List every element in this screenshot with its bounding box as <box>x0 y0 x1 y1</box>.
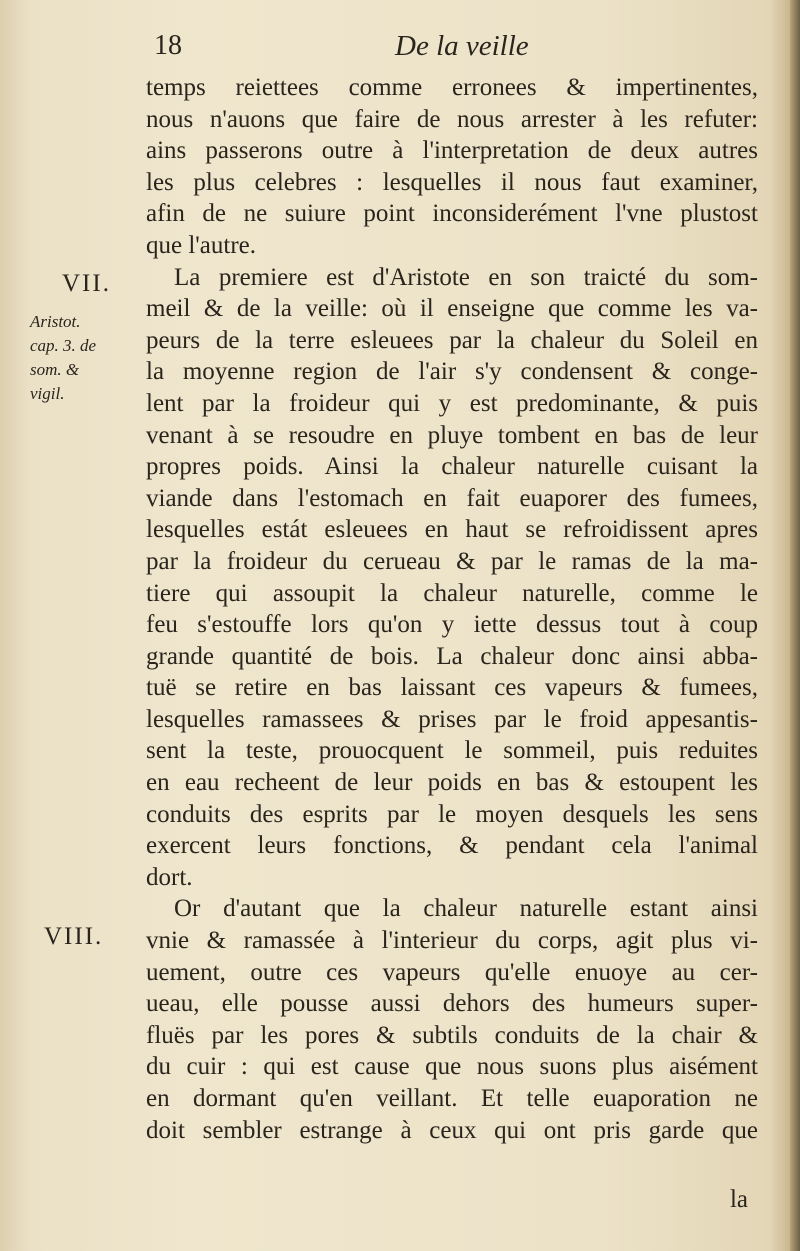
text-line: lent par la froideur qui y est predominante, & puis <box>146 389 758 417</box>
text-line: du cuir : qui est cause que nous suons plus aisément <box>146 1053 758 1081</box>
margin-note-aristotle <box>30 310 130 406</box>
text-line: Or d'autant que la chaleur naturelle estant ainsi <box>174 895 758 923</box>
margin-section-viii <box>44 923 103 951</box>
text-line: viande dans l'estomach en fait euaporer des fumees, <box>146 484 758 512</box>
section-number-viii: VIII. <box>44 923 104 950</box>
text-line: lesquelles ramassees & prises par le froid appesantis- <box>146 705 758 733</box>
catchword: la <box>729 1186 748 1213</box>
text-line: conduits des esprits par le moyen desquels les sens <box>146 800 758 828</box>
text-line: par la froideur du cerueau & par le ramas de la ma- <box>146 547 758 575</box>
text-line: tiere qui assoupit la chaleur naturelle, comme le <box>146 579 758 607</box>
text-line: afin de ne suiure point inconsiderément l'vne plustost <box>146 200 758 228</box>
section-number-vii: VII. <box>62 270 111 297</box>
text-line: La premiere est d'Aristote en son traicté du som- <box>174 263 758 291</box>
page-number: 18 <box>154 30 182 61</box>
body-text <box>146 72 758 1146</box>
text-line: ueau, elle pousse aussi dehors des humeurs super- <box>146 990 758 1018</box>
text-line: temps reiettees comme erronees & impertinentes, <box>146 74 758 101</box>
margin-note-line: cap. 3. de <box>30 336 97 355</box>
margin-note-line: som. & <box>30 360 80 379</box>
text-line: les plus celebres : lesquelles il nous faut examiner, <box>146 168 758 196</box>
text-line: peurs de la terre esleuees par la chaleur du Soleil en <box>146 326 758 354</box>
text-line: doit sembler estrange à ceux qui ont pris garde que <box>146 1116 758 1144</box>
text-line: en eau recheent de leur poids en bas & estoupent les <box>146 769 758 797</box>
text-line: fluës par les pores & subtils conduits de la chair & <box>146 1021 758 1049</box>
margin-note-line: Aristot. <box>30 312 81 331</box>
text-line: dort. <box>146 863 193 891</box>
text-line: propres poids. Ainsi la chaleur naturelle cuisant la <box>146 453 758 481</box>
running-title: De la veille <box>395 30 529 62</box>
text-line: la moyenne region de l'air s'y condensent & conge- <box>146 358 758 386</box>
text-line: sent la teste, prouocquent le sommeil, puis reduites <box>146 737 758 765</box>
text-line: feu s'estouffe lors qu'on y iette dessus tout à coup <box>146 611 758 639</box>
margin-note-line: vigil. <box>30 384 65 403</box>
text-line: uement, outre ces vapeurs qu'elle enuoye au cer- <box>146 958 758 986</box>
text-line: en dormant qu'en veillant. Et telle euaporation ne <box>146 1085 758 1112</box>
text-line: nous n'auons que faire de nous arrester à les refuter: <box>146 105 758 133</box>
text-line: ains passerons outre à l'interpretation de deux autres <box>146 137 758 165</box>
margin-section-vii <box>62 270 111 298</box>
text-line: meil & de la veille: où il enseigne que comme les va- <box>146 295 758 323</box>
text-line: grande quantité de bois. La chaleur donc ainsi abba- <box>146 642 758 670</box>
text-line: lesquelles estát esleuees en haut se refroidissent apres <box>146 516 758 544</box>
text-line: exercent leurs fonctions, & pendant cela l'animal <box>146 832 758 860</box>
text-line: vnie & ramassée à l'interieur du corps, agit plus vi- <box>146 927 758 955</box>
text-line: tuë se retire en bas laissant ces vapeurs & fumees, <box>146 674 758 702</box>
text-line: venant à se resoudre en pluye tombent en bas de leur <box>146 421 758 449</box>
text-line: que l'autre. <box>146 231 257 259</box>
running-head <box>150 30 760 70</box>
book-spine-edge <box>790 0 800 1251</box>
